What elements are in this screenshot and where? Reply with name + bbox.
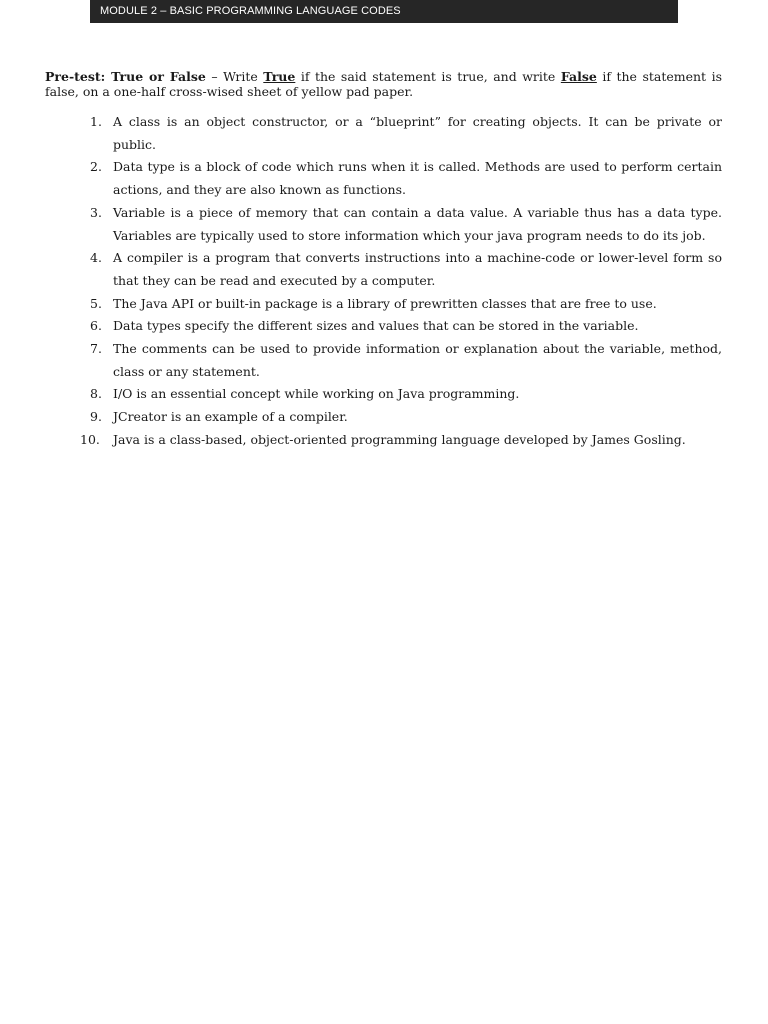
question-number: 3.	[90, 204, 102, 220]
instruction-part-2: if the said statement is true, and write	[295, 69, 561, 84]
question-item	[80, 429, 722, 452]
question-text: The Java API or built-in package is a library of prewritten classes that are free to use.	[113, 295, 657, 311]
question-text: Data type is a block of code which runs when it is called. Methods are used to perform certain actions, and they are also known as functions.	[113, 159, 722, 198]
question-text: Variable is a piece of memory that can contain a data value. A variable thus has a data type. Variables are typically used to store information which your java program needs to do its job.	[113, 204, 722, 243]
question-number: 1.	[90, 114, 102, 129]
question-number: 9.	[90, 409, 102, 425]
question-text: JCreator is an example of a compiler.	[113, 409, 348, 425]
question-number: 6.	[90, 318, 102, 334]
instruction-part-1: – Write	[205, 69, 264, 84]
question-item	[80, 338, 722, 383]
question-item	[80, 293, 722, 316]
keyword-true: True	[263, 69, 296, 84]
question-number: 4.	[90, 250, 102, 266]
question-number: 5.	[90, 295, 102, 311]
question-text: The comments can be used to provide information or explanation about the variable, method, class or any statement.	[113, 341, 722, 379]
question-item	[80, 156, 722, 201]
question-item	[80, 315, 722, 338]
question-text: Java is a class-based, object-oriented programming language developed by James Gosling.	[113, 431, 686, 447]
pretest-instructions	[45, 69, 722, 99]
question-item	[80, 383, 722, 406]
question-item	[80, 111, 722, 156]
keyword-false: False	[560, 69, 597, 84]
question-text: Data types specify the different sizes and values that can be stored in the variable.	[113, 318, 639, 334]
question-item	[80, 202, 722, 247]
pretest-lead: Pre-test: True or False	[45, 69, 206, 84]
module-title: MODULE 2 – BASIC PROGRAMMING LANGUAGE CODES	[100, 5, 401, 17]
question-text: A class is an object constructor, or a “blueprint” for creating objects. It can be private or public.	[113, 114, 722, 152]
question-number: 10.	[80, 431, 100, 447]
question-text: A compiler is a program that converts instructions into a machine-code or lower-level form so that they can be read and executed by a computer.	[113, 250, 722, 288]
question-item	[80, 406, 722, 429]
question-item	[80, 247, 722, 292]
question-number: 2.	[90, 159, 102, 175]
question-number: 7.	[90, 341, 102, 357]
module-header-bar	[90, 0, 678, 23]
instruction-part-3: if the statement is false, on a one-half cross-wised sheet of yellow pad paper.	[45, 69, 722, 99]
question-text: I/O is an essential concept while working on Java programming.	[113, 386, 520, 402]
question-list	[80, 111, 722, 452]
question-number: 8.	[90, 386, 102, 402]
